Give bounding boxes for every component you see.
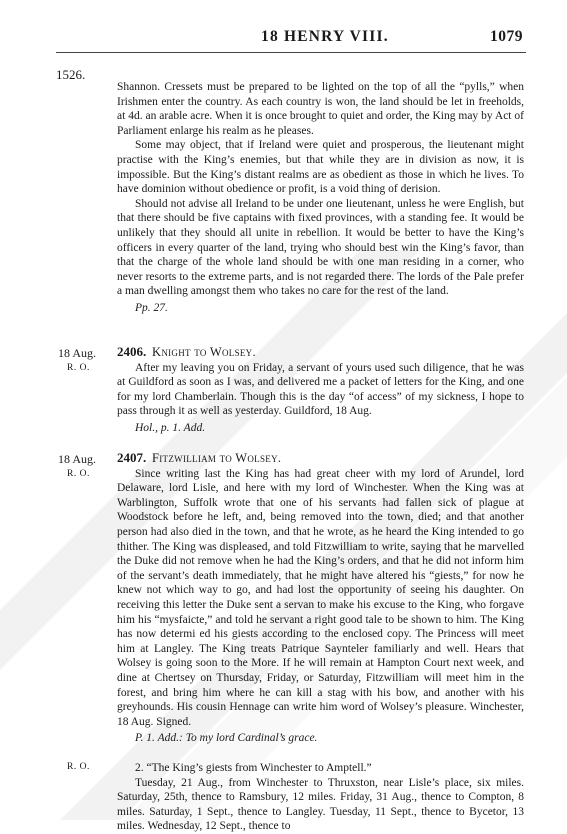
margin-source-2407-2: R. O.: [67, 762, 90, 772]
paragraph: Should not advise all Ireland to be under one lieutenant, unless he were English, but that there should be five captains with fixed provinces, with a standing fee. It would be unlikely that they should all unite in rebellion. It would be better to have the King’s officers in every quarter of the land, trying who should best win the King’s favor, than that the charge of the whole land should be with one man residing in a corner, who never resorts to the extreme parts, and is not regarded there. The lords of the Pale prefer a man dwelling amongst them who takes no care for the rest of the land.: [117, 197, 524, 298]
pagination-note: Pp. 27.: [135, 301, 168, 314]
running-header: [0, 28, 567, 48]
entry-title: Knight to Wolsey.: [152, 345, 256, 359]
paragraph: Shannon. Cressets must be prepared to be lighted on the top of all the “pylls,” when Irishmen enter the country. As each country is won, the land should be let in freeholds, at 4d. an arable acre. When it is once brought to quiet and order, the King may by Act of Parliament enlarge his realm as he pleases.: [117, 81, 524, 137]
margin-year: 1526.: [56, 67, 86, 82]
entry-title: Fitzwilliam to Wolsey.: [152, 451, 282, 465]
entry-2406: [117, 345, 524, 436]
margin-date-2406: 18 Aug.: [58, 346, 97, 360]
entry-2407-part-2: [117, 761, 524, 834]
page-number: 1079: [490, 28, 523, 45]
entry-subheading: 2. “The King’s giests from Winchester to Amptell.”: [135, 762, 372, 774]
entry-text: After my leaving you on Friday, a servant of yours used such diligence, that he was at Guildford as soon as I was, and delivered me a packet of letters for the King, and one for my lord Chamberlain. Though this is the day “of access” of my sickness, I hope to pass through it as well as yesterday. Guildford, 18 Aug.: [117, 361, 524, 418]
continuation-section: [117, 80, 524, 316]
entry-note: Hol., p. 1. Add.: [135, 421, 206, 434]
margin-date-2407: 18 Aug.: [58, 452, 97, 466]
page-title: 18 HENRY VIII.: [261, 28, 389, 45]
entry-2407: [117, 451, 524, 746]
margin-source-2406: R. O.: [67, 363, 90, 373]
paragraph: Some may object, that if Ireland were quiet and prosperous, the lieutenant might practise with the King’s enemies, but that while they are in division as now, it is impossible. But the King’s distant realms are as obedient as those in which he lives. To have dominion without obedience or profit, is a void thing of derision.: [117, 139, 524, 196]
margin-source-2407: R. O.: [67, 469, 90, 479]
entry-number: 2406.: [117, 344, 147, 359]
header-rule: [56, 52, 526, 53]
entry-note: P. 1. Add.: To my lord Cardinal’s grace.: [135, 732, 318, 745]
entry-heading: [117, 451, 524, 467]
entry-text: Since writing last the King has had great cheer with my lord of Arundel, lord Delaware, lord Lisle, and here with my lord of Winchester. When the King was at Warblington, Suffolk wrote that one of his servants had fallen sick of plague at Woodstock before he left, and, being removed into the town, died; and that another person had also died in the town, and that he wrote, as he heard the King intended to go thither. The King was displeased, and told Fitzwilliam to write, saying that he marvelled the Duke did not remove when he had the King’s orders, and that he did not inform him of the servant’s death immediately, that he might have altered his “giests,” for now he knew not which way to go, and had lost the opportunity of seeing his daughter. On receiving this letter the Duke sent a servan to make his excuse to the King, who forgave him his “mysfaicte,” and told he servant a right good tale to be shown to him. The King has now determi ed his giests according to the enclosed copy. The Princess will meet him at Langley. The King treats Patrique Saynteler familiarly and well. Hears that Wolsey is going soon to the More. If he will remain at Hampton Court next week, and dine at Chertsey on Thursday, Friday, or Saturday, Fitzwilliam will meet him in the forest, and bring him where he can kill a stag with his bow, and another with his greyhounds. His cousin Hennage can write him word of Wolsey’s pleasure. Winchester, 18 Aug. Signed.: [117, 467, 524, 728]
entry-heading: [117, 345, 524, 361]
entry-number: 2407.: [117, 450, 147, 465]
entry-text: Tuesday, 21 Aug., from Winchester to Thruxston, near Lisle’s place, six miles. Saturday, 25th, thence to Ramsbury, 12 miles. Friday, 31 Aug., thence to Compton, 8 miles. Saturday, 1 Sept., thence to Langley. Tuesday, 11 Sept., thence to Bycetor, 13 miles. Wednesday, 12 Sept., thence to: [117, 776, 524, 833]
